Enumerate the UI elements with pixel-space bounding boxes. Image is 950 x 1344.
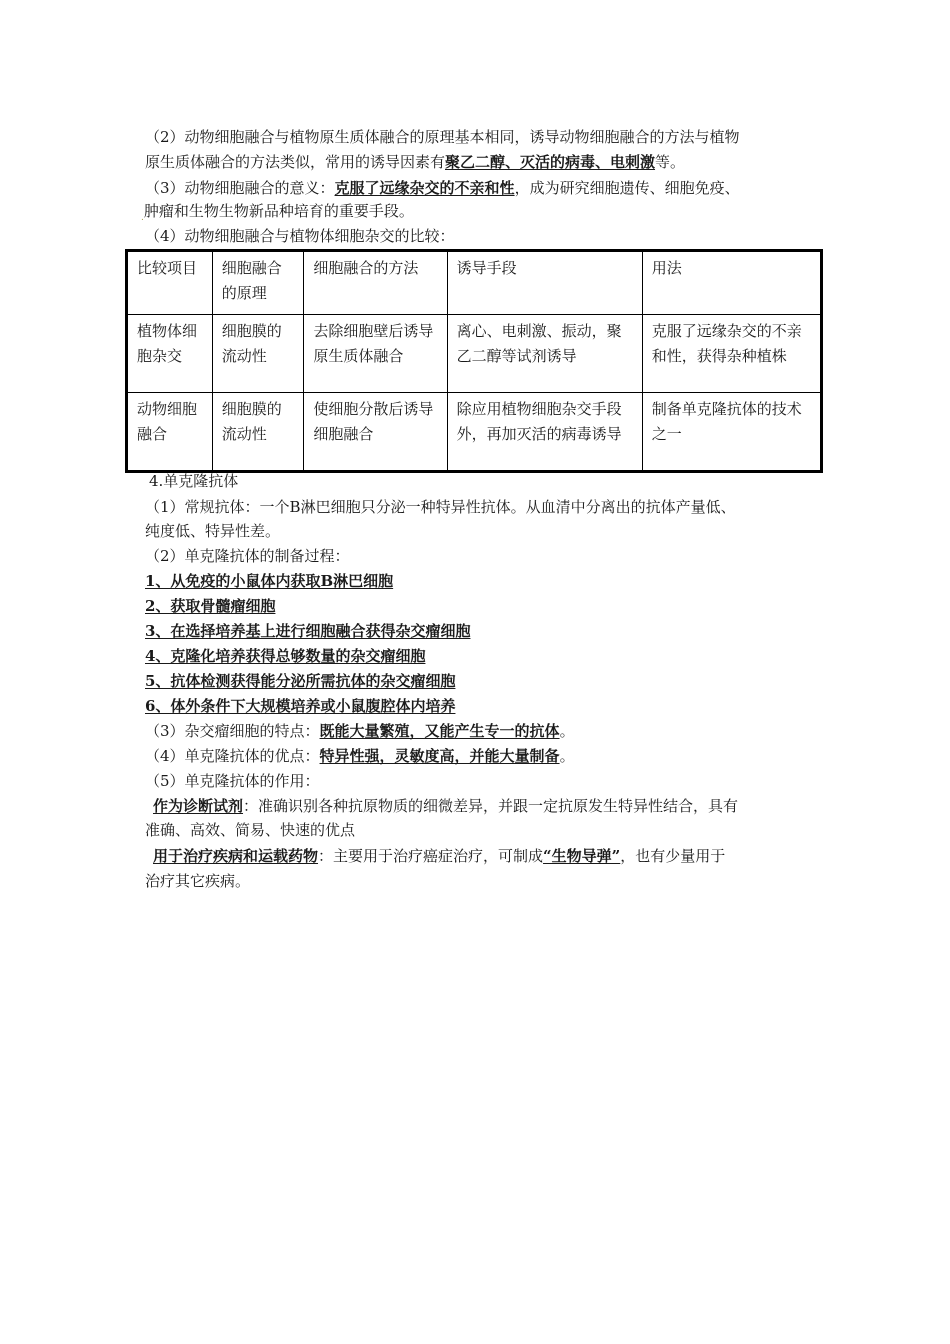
diagnostic-line1 [153,796,818,816]
comparison-table [125,249,823,473]
hybridoma-features [145,721,810,741]
table-cell: 除应用植物细胞杂交手段外，再加灭活的病毒诱导 [447,393,642,472]
fusion-principle-prefix: 原生质体融合的方法类似，常用的诱导因素有 [145,153,446,171]
diagnostic-text: ：准确识别各种抗原物质的细微差异，并跟一定抗原发生特异性结合，具有 [243,797,739,815]
table-cell: 细胞膜的流动性 [212,393,304,472]
prep-step-5: 5、抗体检测获得能分泌所需抗体的杂交瘤细胞 [145,672,456,690]
treatment-key: 用于治疗疾病和运载药物 [153,847,319,865]
table-row [127,315,822,393]
mab-use-title: （5）单克隆抗体的作用： [145,772,320,790]
diagnostic-line2: 准确、高效、简易、快速的优点 [145,821,356,839]
table-header-row [127,251,822,315]
diagnostic-key: 作为诊断试剂 [153,797,244,815]
prep-step-6: 6、体外条件下大规模培养或小鼠腹腔体内培养 [145,697,456,715]
table-cell: 离心、电刺激、振动，聚乙二醇等试剂诱导 [447,315,642,393]
treatment-tail: ，也有少量用于 [620,847,726,865]
fusion-meaning-suffix: ，成为研究细胞遗传、细胞免疫、 [514,179,740,197]
prep-step-3: 3、在选择培养基上进行细胞融合获得杂交瘤细胞 [145,622,471,640]
stray-dot-mark: . [141,213,144,223]
mab-heading: 4.单克隆抗体 [149,472,239,490]
table-cell: 制备单克隆抗体的技术之一 [642,393,821,472]
adv-prefix: （4）单克隆抗体的优点： [145,747,320,765]
fusion-meaning-line2 [141,201,806,224]
table-header-cell: 用法 [642,251,821,315]
prep-step-4: 4、克隆化培养获得总够数量的杂交瘤细胞 [145,647,426,665]
treatment-line1 [153,846,818,866]
prep-title: （2）单克隆抗体的制备过程： [145,547,350,565]
prep-step-2: 2、获取骨髓瘤细胞 [145,597,276,615]
table-cell: 动物细胞融合 [127,393,213,472]
table-header-cell: 细胞融合的方法 [304,251,447,315]
table-cell: 使细胞分散后诱导细胞融合 [304,393,447,472]
fusion-principle-line1: （2）动物细胞融合与植物原生质体融合的原理基本相同，诱导动物细胞融合的方法与植物 [145,128,740,146]
fusion-inducers: 聚乙二醇、灭活的病毒、电刺激 [445,153,656,171]
conventional-antibody-line1: （1）常规抗体：一个B淋巴细胞只分泌一种特异性抗体。从血清中分离出的抗体产量低、 [145,498,736,516]
table-cell: 植物体细胞杂交 [127,315,213,393]
table-cell: 细胞膜的流动性 [212,315,304,393]
table-header-cell: 比较项目 [127,251,213,315]
fusion-meaning-key: 克服了远缘杂交的不亲和性 [334,179,515,197]
mab-advantages [145,746,810,766]
fusion-meaning-line2-text: 肿瘤和生物生物新品种培育的重要手段。 [143,202,414,220]
conventional-antibody-line2: 纯度低、特异性差。 [145,522,281,540]
table-header-cell: 细胞融合的原理 [212,251,304,315]
adv-key: 特异性强，灵敏度高，并能大量制备 [319,747,560,765]
comparison-title: （4）动物细胞融合与植物体细胞杂交的比较： [145,227,455,245]
treatment-line2: 治疗其它疾病。 [145,872,251,890]
table-row [127,393,822,472]
fusion-principle-line2 [145,152,810,172]
table-cell: 去除细胞壁后诱导原生质体融合 [304,315,447,393]
adv-suffix: 。 [559,747,575,765]
hybridoma-prefix: （3）杂交瘤细胞的特点： [145,722,320,740]
table-cell: 克服了远缘杂交的不亲和性，获得杂种植株 [642,315,821,393]
prep-step-1: 1、从免疫的小鼠体内获取B淋巴细胞 [145,572,394,590]
fusion-meaning-prefix: （3）动物细胞融合的意义： [145,179,335,197]
bio-missile-term: “生物导弹” [543,847,621,865]
table-header-cell: 诱导手段 [447,251,642,315]
hybridoma-suffix: 。 [559,722,575,740]
treatment-text: ：主要用于治疗癌症治疗，可制成 [318,847,544,865]
hybridoma-key: 既能大量繁殖，又能产生专一的抗体 [319,722,560,740]
fusion-principle-suffix: 等。 [655,153,686,171]
fusion-meaning-line1 [145,178,810,198]
